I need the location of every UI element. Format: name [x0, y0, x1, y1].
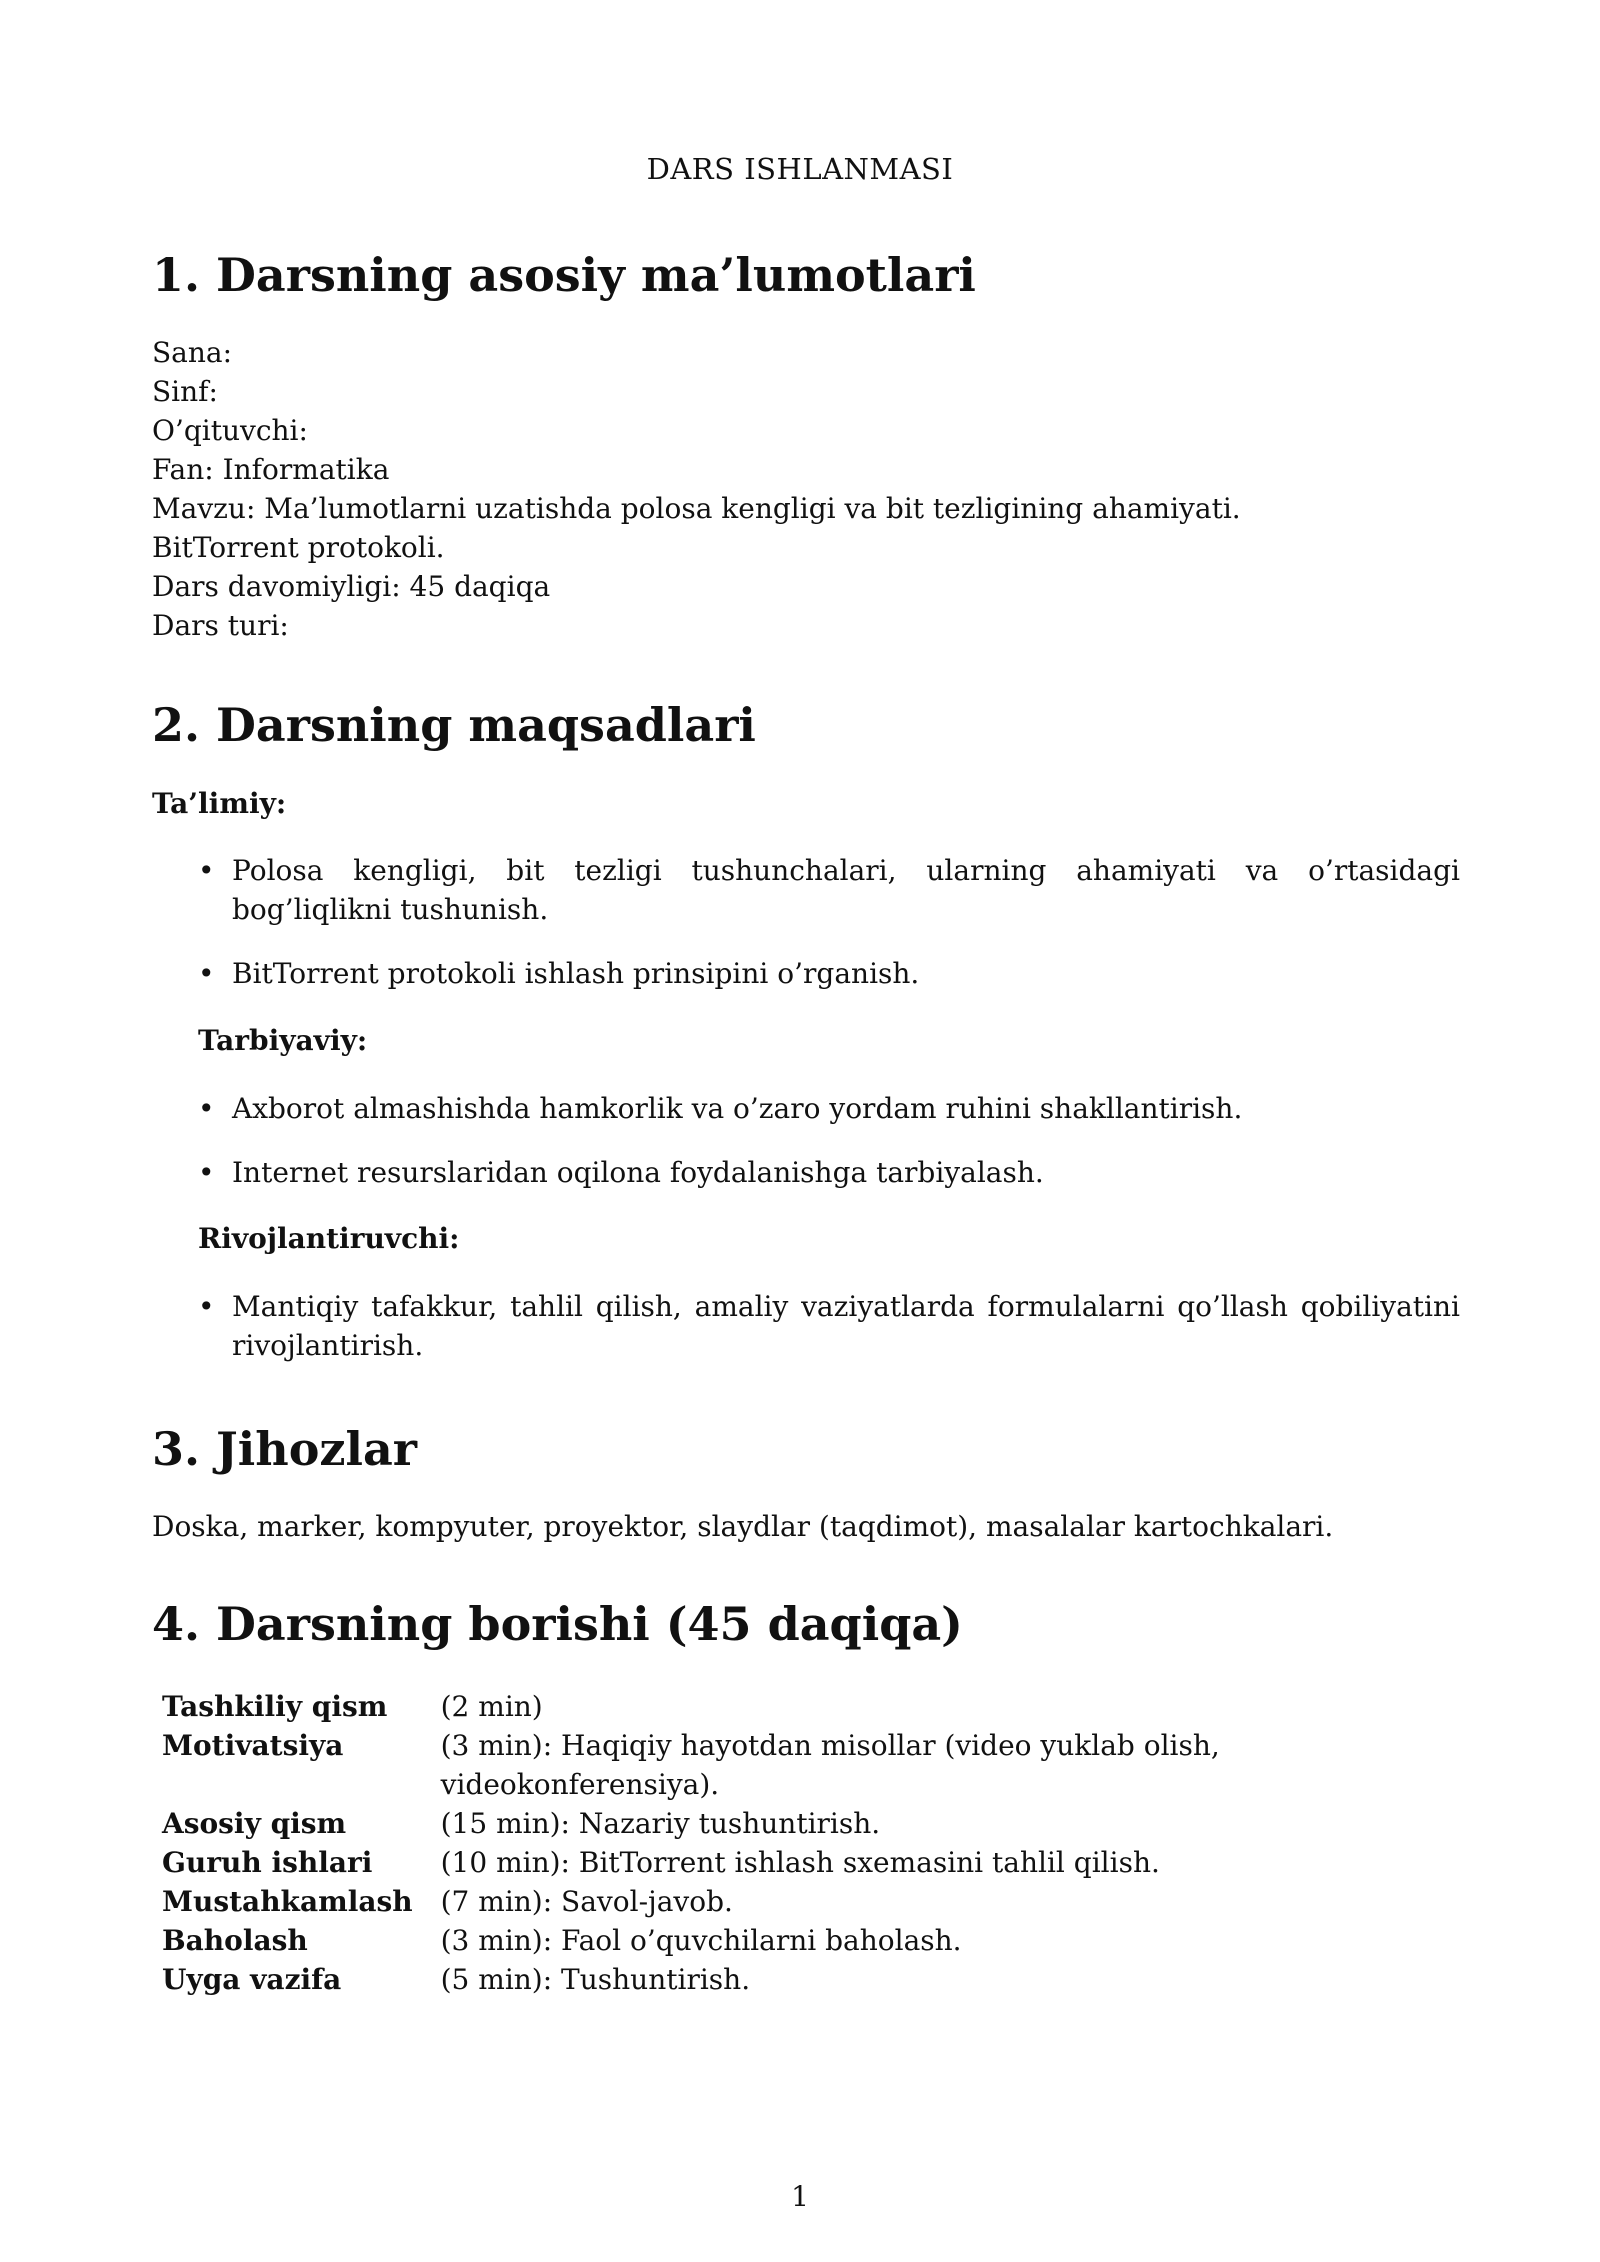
info-line-subject: Fan: Informatika [152, 453, 390, 486]
info-line-class: Sinf: [152, 375, 218, 408]
stage-description: (10 min): BitTorrent ishlash sxemasini tahlil qilish. [440, 1846, 1160, 1879]
table-row [162, 1882, 1221, 1921]
table-row [162, 1687, 1221, 1726]
table-row [162, 1921, 1221, 1960]
section-4-heading [152, 1597, 963, 1651]
subhead-talimiy: Ta’limiy: [152, 787, 287, 820]
stage-name: Mustahkamlash [162, 1885, 413, 1918]
subhead-rivojlantiruvchi: Rivojlantiruvchi: [198, 1222, 460, 1255]
stage-description: (5 min): Tushuntirish. [440, 1963, 751, 1996]
section-number: 2. [152, 698, 201, 752]
list-item: • Polosa kengligi, bit tezligi tushunchalari, ularning ahamiyati va o’rtasidagi bog’liqlikni tushunish. [198, 851, 1460, 929]
lesson-plan-table [162, 1687, 1221, 1999]
list-item: • Internet resurslaridan oqilona foydalanishga tarbiyalash. [198, 1153, 1460, 1192]
list-item: • Axborot almashishda hamkorlik va o’zaro yordam ruhini shakllantirish. [198, 1089, 1460, 1128]
stage-description: (2 min) [440, 1690, 543, 1723]
info-line-date: Sana: [152, 336, 233, 369]
tarbiyaviy-list [198, 1089, 1460, 1217]
list-item: • BitTorrent protokoli ishlash prinsipini o’rganish. [198, 954, 1460, 993]
document-title: DARS ISHLANMASI [646, 152, 954, 186]
table-row [162, 1843, 1221, 1882]
info-line-type: Dars turi: [152, 609, 289, 642]
section-2-heading [152, 698, 756, 752]
section-title: Darsning borishi (45 daqiqa) [216, 1597, 963, 1651]
stage-description: (7 min): Savol-javob. [440, 1885, 733, 1918]
table-row [162, 1726, 1221, 1804]
rivojlantiruvchi-list [198, 1287, 1460, 1390]
table-row [162, 1804, 1221, 1843]
section-title: Darsning maqsadlari [216, 698, 756, 752]
stage-name: Uyga vazifa [162, 1963, 342, 1996]
talimiy-list [198, 851, 1460, 1018]
table-row [162, 1960, 1221, 1999]
section-number: 3. [152, 1422, 201, 1476]
section-3-heading [152, 1422, 417, 1476]
section-number: 4. [152, 1597, 201, 1651]
basic-info-block [152, 333, 1462, 645]
section-title: Darsning asosiy ma’lumotlari [216, 248, 976, 302]
stage-name: Motivatsiya [162, 1729, 344, 1762]
subhead-tarbiyaviy: Tarbiyaviy: [198, 1024, 368, 1057]
equipment-text: Doska, marker, kompyuter, proyektor, slaydlar (taqdimot), masalalar kartochkalari. [152, 1510, 1334, 1543]
stage-description: (15 min): Nazariy tushuntirish. [440, 1807, 881, 1840]
stage-name: Baholash [162, 1924, 308, 1957]
section-title: Jihozlar [216, 1422, 418, 1476]
page-number: 1 [791, 2180, 809, 2213]
section-number: 1. [152, 248, 201, 302]
stage-description: (3 min): Haqiqiy hayotdan misollar (video yuklab olish, videokonferensiya). [440, 1729, 1220, 1801]
info-line-duration: Dars davomiyligi: 45 daqiqa [152, 570, 551, 603]
section-1-heading [152, 248, 976, 302]
stage-name: Tashkiliy qism [162, 1690, 388, 1723]
stage-name: Asosiy qism [162, 1807, 347, 1840]
stage-name: Guruh ishlari [162, 1846, 373, 1879]
info-line-topic: Mavzu: Ma’lumotlarni uzatishda polosa kengligi va bit tezligining ahamiyati. BitTorrent protokoli. [152, 492, 1241, 564]
list-item: • Mantiqiy tafakkur, tahlil qilish, amaliy vaziyatlarda formulalarni qo’llash qobiliyatini rivojlantirish. [198, 1287, 1460, 1365]
stage-description: (3 min): Faol o’quvchilarni baholash. [440, 1924, 962, 1957]
info-line-teacher: O’qituvchi: [152, 414, 308, 447]
